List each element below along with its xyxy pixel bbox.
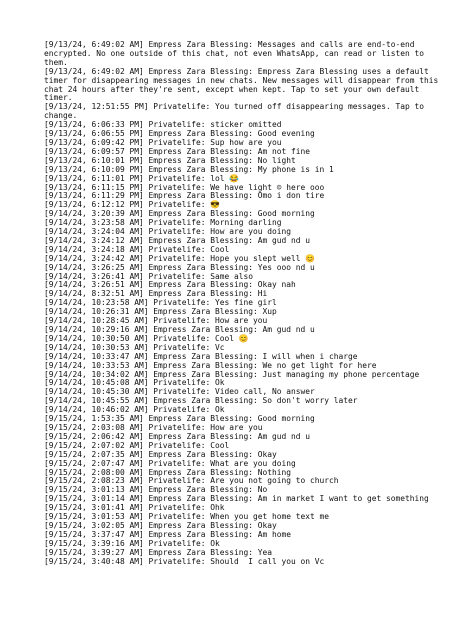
- message-line: [9/13/24, 6:10:01 PM] Empress Zara Blessing: No light: [44, 155, 296, 165]
- message-line: [9/14/24, 3:24:18 AM] Privatelife: Cool: [44, 244, 230, 254]
- message-line: [9/14/24, 3:24:12 AM] Empress Zara Blessing: Am gud nd u: [44, 235, 311, 245]
- message-line: [9/15/24, 3:37:47 AM] Empress Zara Blessing: Am home: [44, 529, 292, 539]
- message-line: [9/13/24, 6:11:01 PM] Privatelife: lol 😂: [44, 173, 240, 183]
- message-line: [9/14/24, 10:46:02 AM] Privatelife: Ok: [44, 405, 225, 415]
- message-line: [9/15/24, 3:40:48 AM] Privatelife: Should I call you on Vc: [44, 556, 325, 566]
- message-line: [9/14/24, 10:45:30 AM] Privatelife: Video call, No answer: [44, 387, 315, 397]
- message-line: [9/13/24, 6:49:02 AM] Empress Zara Blessing: Messages and calls are end-to-end encrypted. No one outside of this chat, not even WhatsApp, can read or listen to them.: [44, 40, 425, 67]
- message-line: [9/14/24, 8:32:51 AM] Empress Zara Blessing: Hi: [44, 289, 268, 299]
- message-line: [9/13/24, 6:49:02 AM] Empress Zara Blessing: Empress Zara Blessing uses a default timer for disappearing messages in new chats. New messages will disappear from this chat 24 hours after they're sent, except when kept. Tap to set your own default timer.: [44, 66, 439, 103]
- message-line: [9/14/24, 10:28:45 AM] Privatelife: How are you: [44, 316, 268, 326]
- message-line: [9/14/24, 10:45:08 AM] Privatelife: Ok: [44, 378, 225, 388]
- message-line: [9/15/24, 3:02:05 AM] Empress Zara Blessing: Okay: [44, 520, 277, 530]
- message-line: [9/14/24, 3:24:04 AM] Privatelife: How are you doing: [44, 227, 292, 237]
- message-line: [9/15/24, 1:53:35 AM] Empress Zara Blessing: Good morning: [44, 414, 315, 424]
- message-line: [9/13/24, 6:09:42 PM] Privatelife: Sup how are you: [44, 137, 282, 147]
- message-line: [9/13/24, 6:11:15 PM] Privatelife: We have light ☺ here ooo: [44, 182, 325, 192]
- message-line: [9/14/24, 3:23:58 AM] Privatelife: Morning darling: [44, 218, 282, 228]
- message-line: [9/14/24, 10:33:53 AM] Empress Zara Blessing: We no get light for here: [44, 360, 377, 370]
- message-line: [9/15/24, 2:08:00 AM] Empress Zara Blessing: Nothing: [44, 467, 292, 477]
- message-line: [9/13/24, 6:09:57 PM] Empress Zara Blessing: Am not fine: [44, 146, 311, 156]
- message-line: [9/14/24, 10:30:50 AM] Privatelife: Cool 😊: [44, 333, 249, 343]
- message-line: [9/15/24, 2:07:47 AM] Privatelife: What are you doing: [44, 458, 296, 468]
- message-line: [9/13/24, 6:10:09 PM] Empress Zara Blessing: My phone is in 1: [44, 164, 334, 174]
- message-line: [9/15/24, 2:03:08 AM] Privatelife: How are you: [44, 422, 263, 432]
- message-line: [9/15/24, 3:01:41 AM] Privatelife: Ohk: [44, 503, 225, 513]
- message-line: [9/13/24, 6:06:33 PM] Privatelife: sticker omitted: [44, 120, 282, 130]
- message-line: [9/15/24, 3:01:14 AM] Empress Zara Blessing: Am in market I want to get something: [44, 494, 429, 504]
- message-line: [9/13/24, 12:51:55 PM] Privatelife: You turned off disappearing messages. Tap to change.: [44, 102, 425, 121]
- message-line: [9/13/24, 6:06:55 PM] Empress Zara Blessing: Good evening: [44, 129, 315, 139]
- message-line: [9/13/24, 6:12:12 PM] Privatelife: 😎: [44, 200, 221, 210]
- message-line: [9/15/24, 3:01:53 AM] Privatelife: When you get home text me: [44, 512, 330, 522]
- message-line: [9/14/24, 10:30:53 AM] Privatelife: Vc: [44, 342, 225, 352]
- message-line: [9/14/24, 10:23:58 AM] Privatelife: Yes fine girl: [44, 298, 277, 308]
- message-line: [9/14/24, 10:26:31 AM] Empress Zara Blessing: Xup: [44, 307, 277, 317]
- message-line: [9/14/24, 3:26:51 AM] Empress Zara Blessing: Okay nah: [44, 280, 296, 290]
- message-line: [9/14/24, 3:26:41 AM] Privatelife: Same also: [44, 271, 254, 281]
- message-line: [9/13/24, 6:11:29 PM] Empress Zara Blessing: Omo i don tire: [44, 191, 325, 201]
- message-line: [9/15/24, 2:07:35 AM] Empress Zara Blessing: Okay: [44, 449, 277, 459]
- message-line: [9/15/24, 3:39:16 AM] Privatelife: Ok: [44, 538, 220, 548]
- message-line: [9/14/24, 10:45:55 AM] Empress Zara Blessing: So don't worry later: [44, 396, 358, 406]
- message-line: [9/14/24, 3:24:42 AM] Privatelife: Hope you slept well 😊: [44, 253, 316, 263]
- message-line: [9/14/24, 3:26:25 AM] Empress Zara Blessing: Yes ooo nd u: [44, 262, 315, 272]
- message-line: [9/15/24, 2:08:23 AM] Privatelife: Are you not going to church: [44, 476, 339, 486]
- message-line: [9/14/24, 3:20:39 AM] Empress Zara Blessing: Good morning: [44, 209, 315, 219]
- message-line: [9/15/24, 3:01:13 AM] Empress Zara Blessing: No: [44, 485, 268, 495]
- message-line: [9/14/24, 10:33:47 AM] Empress Zara Blessing: I will when i charge: [44, 351, 358, 361]
- message-line: [9/15/24, 3:39:27 AM] Empress Zara Blessing: Yea: [44, 547, 273, 557]
- message-line: [9/14/24, 10:34:02 AM] Empress Zara Blessing: Just managing my phone percentage: [44, 369, 420, 379]
- chat-transcript: [44, 41, 444, 566]
- message-line: [9/15/24, 2:06:42 AM] Empress Zara Blessing: Am gud nd u: [44, 431, 311, 441]
- message-line: [9/15/24, 2:07:02 AM] Privatelife: Cool: [44, 440, 230, 450]
- message-line: [9/14/24, 10:29:16 AM] Empress Zara Blessing: Am gud nd u: [44, 325, 315, 334]
